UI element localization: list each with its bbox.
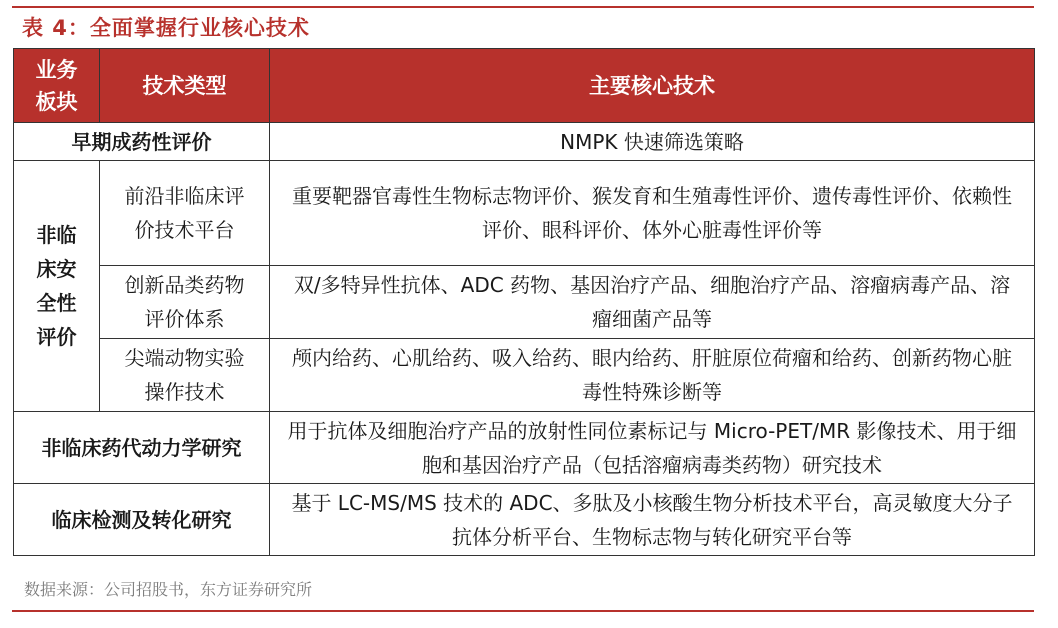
header-segment: 业务板块 [14,49,100,123]
bottom-rule [12,610,1034,612]
table-row [14,161,1035,266]
desc-cell: 双/多特异性抗体、ADC 药物、基因治疗产品、细胞治疗产品、溶瘤病毒产品、溶瘤细菌产品等 [270,266,1035,339]
desc-cell: 基于 LC-MS/MS 技术的 ADC、多肽及小核酸生物分析技术平台，高灵敏度大分子抗体分析平台、生物标志物与转化研究平台等 [270,484,1035,556]
table-row [14,484,1035,556]
table-title: 表 4：全面掌握行业核心技术 [22,16,310,40]
header-tech-type: 技术类型 [100,49,270,123]
table-row [14,339,1035,412]
header-core-tech: 主要核心技术 [270,49,1035,123]
type-cell: 创新品类药物评价体系 [100,266,270,339]
desc-cell: 颅内给药、心肌给药、吸入给药、眼内给药、肝脏原位荷瘤和给药、创新药物心脏毒性特殊诊断等 [270,339,1035,412]
table-row [14,412,1035,484]
table-row [14,266,1035,339]
segment-cell: 临床检测及转化研究 [14,484,270,556]
table-row [14,123,1035,161]
core-tech-table [13,48,1035,556]
type-cell: 尖端动物实验操作技术 [100,339,270,412]
source-note: 数据来源：公司招股书，东方证券研究所 [24,580,313,599]
desc-cell: 用于抗体及细胞治疗产品的放射性同位素标记与 Micro-PET/MR 影像技术、用于细胞和基因治疗产品（包括溶瘤病毒类药物）研究技术 [270,412,1035,484]
desc-cell: 重要靶器官毒性生物标志物评价、猴发育和生殖毒性评价、遗传毒性评价、依赖性评价、眼科评价、体外心脏毒性评价等 [270,161,1035,266]
type-cell: 前沿非临床评价技术平台 [100,161,270,266]
desc-cell: NMPK 快速筛选策略 [270,123,1035,161]
top-rule [12,6,1034,8]
segment-cell: 早期成药性评价 [14,123,270,161]
segment-cell: 非临床安全性评价 [14,161,100,412]
segment-cell: 非临床药代动力学研究 [14,412,270,484]
